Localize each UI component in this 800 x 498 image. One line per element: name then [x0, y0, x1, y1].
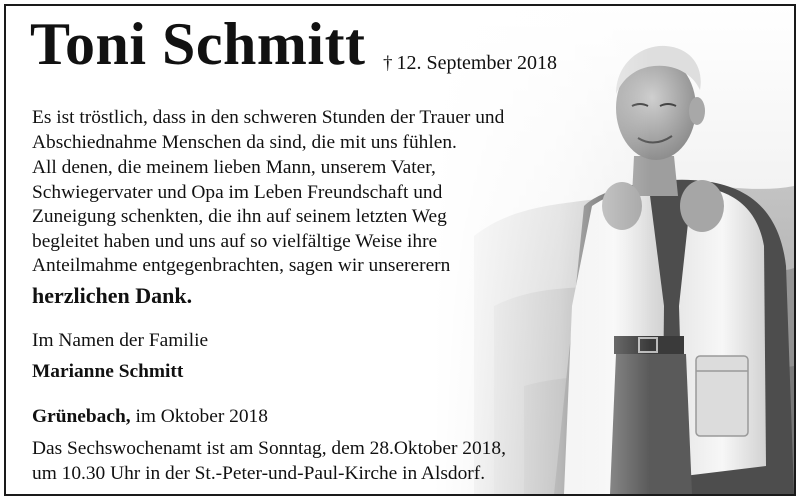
text-line: Es ist tröstlich, dass in den schweren Stunden der Trauer und: [32, 107, 505, 128]
paragraph-consolation: [32, 106, 504, 155]
place-date: im Oktober 2018: [130, 406, 268, 427]
deceased-name: Toni Schmitt: [30, 11, 366, 77]
death-date-line: [383, 52, 557, 75]
cross-icon: †: [383, 53, 393, 74]
text-line: Das Sechswochenamt ist am Sonntag, dem 28.Oktober 2018,: [32, 438, 506, 459]
paragraph-service: [32, 437, 506, 486]
text-line: begleitet haben und uns auf so vielfältige Weise ihre: [32, 230, 438, 252]
death-date: 12. September 2018: [396, 52, 558, 74]
place-date-line: [32, 406, 268, 428]
place-name: Grünebach,: [32, 406, 131, 427]
text-line: Zuneigung schenkten, die ihn auf seinem letzten Weg: [32, 206, 447, 228]
portrait-photo: [434, 6, 794, 494]
family-label: Im Namen der Familie: [32, 330, 209, 351]
text-line: Anteilmahme entgegenbrachten, sagen wir unsererern: [32, 255, 451, 277]
text-line: All denen, die meinem lieben Mann, unserem Vater,: [32, 157, 436, 178]
paragraph-thanks: [32, 156, 450, 279]
text-line: Abschiednahme Menschen da sind, die mit uns fühlen.: [32, 131, 457, 153]
text-line: um 10.30 Uhr in der St.-Peter-und-Paul-Kirche in Alsdorf.: [32, 462, 486, 484]
obituary-notice: [4, 4, 796, 496]
text-line: Schwiegervater und Opa im Leben Freundschaft und: [32, 181, 443, 203]
thanks-heading: herzlichen Dank.: [32, 283, 193, 308]
family-signatory: Marianne Schmitt: [32, 361, 184, 382]
